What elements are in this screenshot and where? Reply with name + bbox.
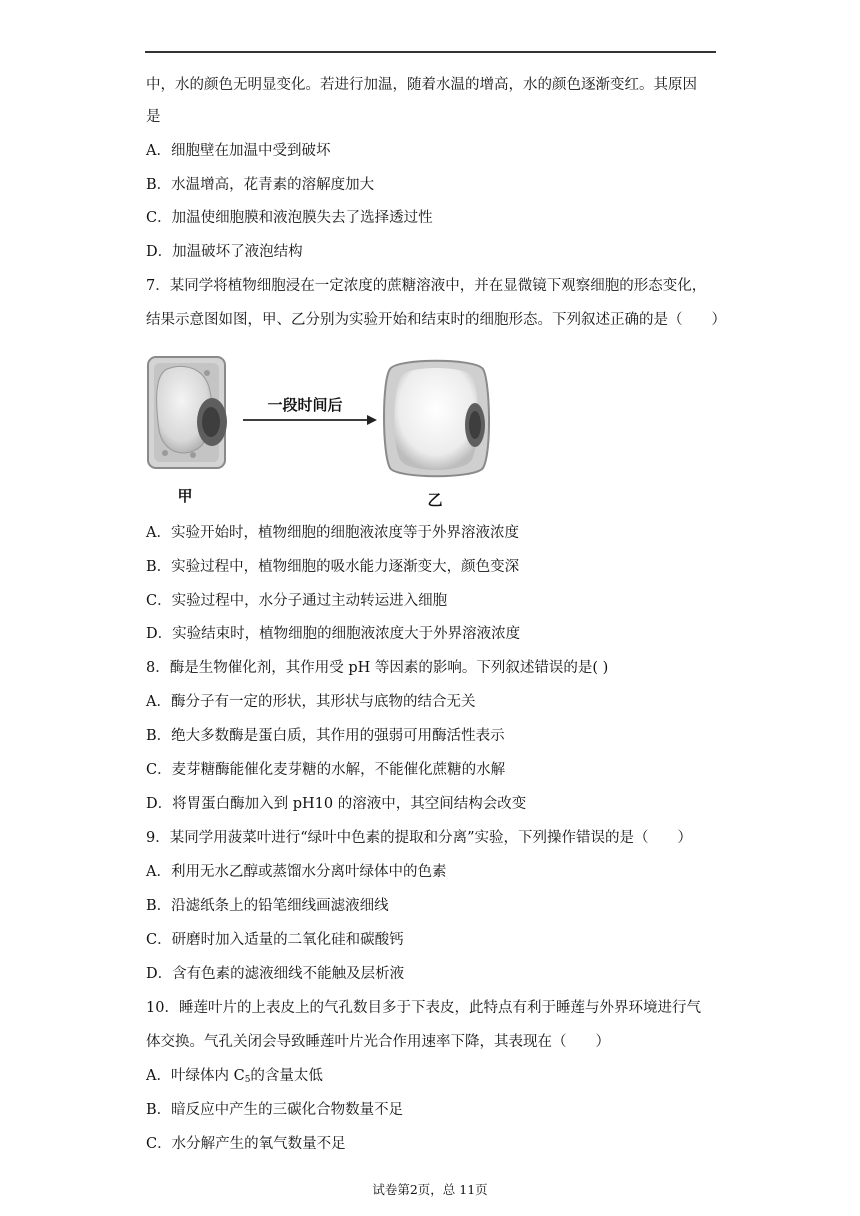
arrow-label: 一段时间后 — [267, 397, 343, 414]
header-rule — [145, 51, 716, 53]
option-a: A．利用无水乙醇或蒸馏水分离叶绿体中的色素 — [146, 864, 447, 880]
label-start: 甲 — [177, 488, 193, 505]
plasmolysis-diagram — [145, 355, 495, 510]
page-footer: 试卷第2页，总 11页 — [372, 1182, 488, 1197]
option-b: B．水温增高，花青素的溶解度加大 — [146, 177, 375, 193]
option-a: A．酶分子有一定的形状，其形状与底物的结合无关 — [146, 694, 476, 710]
option-b: B．沿滤纸条上的铅笔细线画滤液细线 — [146, 898, 389, 914]
cell-figure — [145, 355, 495, 510]
option-b: B．暗反应中产生的三碳化合物数量不足 — [146, 1102, 404, 1118]
option-b: B．实验过程中，植物细胞的吸水能力逐渐变大，颜色变深 — [146, 559, 520, 575]
cell-start — [148, 357, 227, 468]
question-9: 9．某同学用菠菜叶进行“绿叶中色素的提取和分离”实验，下列操作错误的是（ ） — [146, 830, 693, 846]
question-7-cont: 结果示意图如图，甲、乙分别为实验开始和结束时的细胞形态。下列叙述正确的是（ ） — [146, 312, 726, 328]
question-8: 8．酶是生物催化剂，其作用受 pH 等因素的影响。下列叙述错误的是( ) — [146, 660, 609, 676]
option-d: D．加温破坏了液泡结构 — [146, 244, 303, 260]
option-d: D．将胃蛋白酶加入到 pH10 的溶液中，其空间结构会改变 — [146, 796, 527, 812]
option-c: C．研磨时加入适量的二氧化硅和碳酸钙 — [146, 932, 404, 948]
question-7: 7．某同学将植物细胞浸在一定浓度的蔗糖溶液中，并在显微镜下观察细胞的形态变化， — [146, 278, 707, 294]
subscript: 5 — [244, 1075, 251, 1085]
option-b: B．绝大多数酶是蛋白质，其作用的强弱可用酶活性表示 — [146, 728, 505, 744]
option-a — [146, 1066, 323, 1090]
option-c: C．水分解产生的氧气数量不足 — [146, 1136, 346, 1152]
text-line: 中，水的颜色无明显变化。若进行加温，随着水温的增高，水的颜色逐渐变红。其原因 — [146, 77, 697, 93]
option-a: A．实验开始时，植物细胞的细胞液浓度等于外界溶液浓度 — [146, 525, 519, 541]
text-line: 是 — [146, 109, 161, 125]
label-end: 乙 — [427, 492, 443, 509]
option-c: C．加温使细胞膜和液泡膜失去了选择透过性 — [146, 210, 433, 226]
question-10: 10．睡莲叶片的上表皮上的气孔数目多于下表皮，此特点有利于睡莲与外界环境进行气 — [146, 1000, 701, 1016]
option-a-text: A．叶绿体内 C — [146, 1068, 245, 1084]
option-a-text-end: 的含量太低 — [250, 1068, 323, 1084]
question-10-cont: 体交换。气孔关闭会导致睡莲叶片光合作用速率下降，其表现在（ ） — [146, 1034, 610, 1050]
option-d: D．含有色素的滤液细线不能触及层析液 — [146, 966, 405, 982]
arrow — [243, 396, 377, 425]
option-c: C．麦芽糖酶能催化麦芽糖的水解，不能催化蔗糖的水解 — [146, 762, 506, 778]
cell-end — [384, 361, 489, 477]
option-c: C．实验过程中，水分子通过主动转运进入细胞 — [146, 593, 448, 609]
option-d: D．实验结束时，植物细胞的细胞液浓度大于外界溶液浓度 — [146, 626, 521, 642]
option-a: A．细胞壁在加温中受到破坏 — [146, 143, 331, 159]
